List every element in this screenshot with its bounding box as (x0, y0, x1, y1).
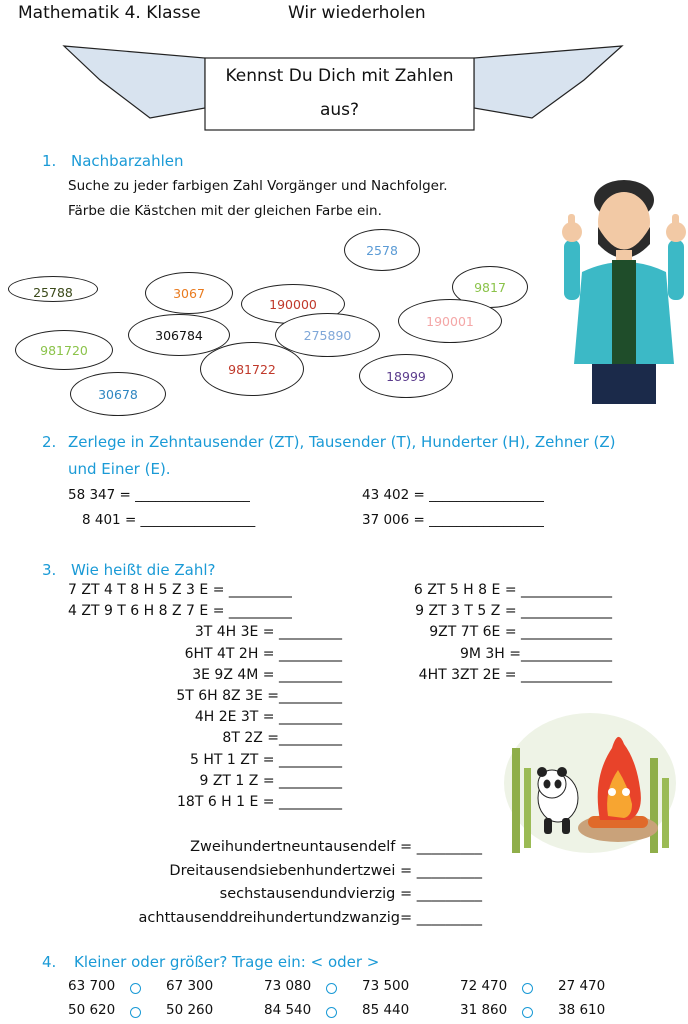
place-value-task: 9 ZT 1 Z = _________ (199, 772, 342, 789)
oval-number: 2578 (366, 242, 398, 258)
oval-number: 25788 (33, 284, 73, 300)
compare-right-value: 85 440 (362, 1002, 410, 1018)
compare-right-value: 73 500 (362, 978, 410, 994)
banner-title-line2: aus? (319, 100, 360, 120)
place-value-task: 3E 9Z 4M = _________ (192, 666, 342, 683)
compare-circle-icon[interactable] (130, 983, 141, 994)
compare-right-value: 50 260 (166, 1002, 214, 1018)
oval-number: 981722 (228, 361, 276, 377)
section4-number: 4. (42, 953, 57, 971)
place-value-task: 9M 3H =_____________ (459, 645, 612, 662)
place-value-task: 3T 4H 3E = _________ (194, 624, 342, 641)
compare-right-value: 67 300 (166, 978, 214, 994)
place-value-task: 5 HT 1 ZT = _________ (189, 751, 342, 768)
oval-number: 3067 (173, 285, 205, 301)
place-value-task: 4HT 3ZT 2E = _____________ (418, 666, 612, 683)
number-oval (359, 354, 453, 398)
compare-circle-icon[interactable] (130, 1007, 141, 1018)
compare-circle-icon[interactable] (522, 1007, 533, 1018)
man-thumbs-up-illustration (558, 172, 688, 404)
compare-circle-icon[interactable] (326, 1007, 337, 1018)
compare-circle-icon[interactable] (522, 983, 533, 994)
section2-number: 2. (42, 433, 57, 451)
place-value-task: 18T 6 H 1 E = _________ (177, 794, 342, 810)
section1-number: 1. (42, 152, 57, 170)
section3-title: Wie heißt die Zahl? (71, 561, 216, 579)
number-oval (15, 330, 113, 370)
oval-number: 190000 (269, 296, 317, 312)
compare-left-value: 84 540 (264, 1002, 312, 1018)
number-word-task: Dreitausendsiebenhundertzwei = _________ (169, 862, 482, 879)
compare-circle-icon[interactable] (326, 983, 337, 994)
number-oval (145, 272, 233, 314)
oval-number: 275890 (303, 327, 352, 343)
compare-left-value: 50 620 (68, 1002, 116, 1018)
compare-left-value: 72 470 (460, 978, 508, 994)
worksheet-subject: Mathematik 4. Klasse (18, 3, 201, 23)
oval-number: 9817 (474, 279, 506, 295)
compare-right-value: 27 470 (558, 978, 606, 994)
place-value-task: 5T 6H 8Z 3E =_________ (176, 688, 342, 704)
place-value-task: 7 ZT 4 T 8 H 5 Z 3 E = _________ (68, 582, 292, 598)
oval-number: 190001 (426, 313, 474, 329)
number-word-task: sechstausendundvierzig = _________ (219, 886, 482, 902)
number-oval (8, 276, 98, 302)
compare-right-value: 38 610 (558, 1002, 606, 1018)
section4-title: Kleiner oder größer? Trage ein: < oder > (74, 953, 380, 971)
oval-number: 981720 (40, 342, 88, 358)
number-oval (344, 229, 420, 271)
section1-instruction-1: Suche zu jeder farbigen Zahl Vorgänger und Nachfolger. (68, 178, 448, 194)
place-value-task: 8T 2Z =_________ (222, 730, 342, 747)
decompose-task: 8 401 = _________________ (82, 512, 256, 528)
number-oval (70, 372, 166, 416)
compare-left-value: 63 700 (68, 978, 116, 994)
number-word-task: Zweihundertneuntausendelf = _________ (190, 839, 482, 855)
section2-title-line2: und Einer (E). (68, 460, 171, 478)
place-value-task: 6HT 4T 2H = _________ (184, 645, 342, 662)
number-word-task: achttausenddreihundertundzwanzig= _________ (138, 909, 482, 926)
section1-title: Nachbarzahlen (71, 152, 184, 170)
section2-title-line1: Zerlege in Zehntausender (ZT), Tausender (T), Hunderter (H), Zehner (Z) (68, 433, 616, 451)
decompose-task: 58 347 = _________________ (68, 487, 250, 503)
place-value-task: 9 ZT 3 T 5 Z = _____________ (415, 603, 612, 620)
compare-left-value: 31 860 (460, 1002, 508, 1018)
worksheet-topic: Wir wiederholen (288, 3, 426, 23)
decompose-task: 37 006 = _________________ (362, 512, 544, 528)
place-value-task: 9ZT 7T 6E = _____________ (429, 624, 612, 641)
decompose-task: 43 402 = _________________ (362, 487, 544, 503)
compare-left-value: 73 080 (264, 978, 312, 994)
place-value-task: 4 ZT 9 T 6 H 8 Z 7 E = _________ (68, 603, 292, 620)
oval-number: 18999 (386, 368, 426, 384)
oval-number: 306784 (155, 327, 203, 343)
number-oval (200, 342, 304, 396)
number-oval (398, 299, 502, 343)
banner-title-line1: Kennst Du Dich mit Zahlen (225, 66, 454, 86)
section3-number: 3. (42, 561, 57, 579)
section1-instruction-2: Färbe die Kästchen mit der gleichen Farbe ein. (68, 203, 382, 219)
oval-number: 30678 (98, 386, 138, 402)
panda-campfire-illustration (500, 708, 680, 858)
place-value-task: 6 ZT 5 H 8 E = _____________ (413, 582, 612, 598)
place-value-task: 4H 2E 3T = _________ (194, 709, 342, 726)
